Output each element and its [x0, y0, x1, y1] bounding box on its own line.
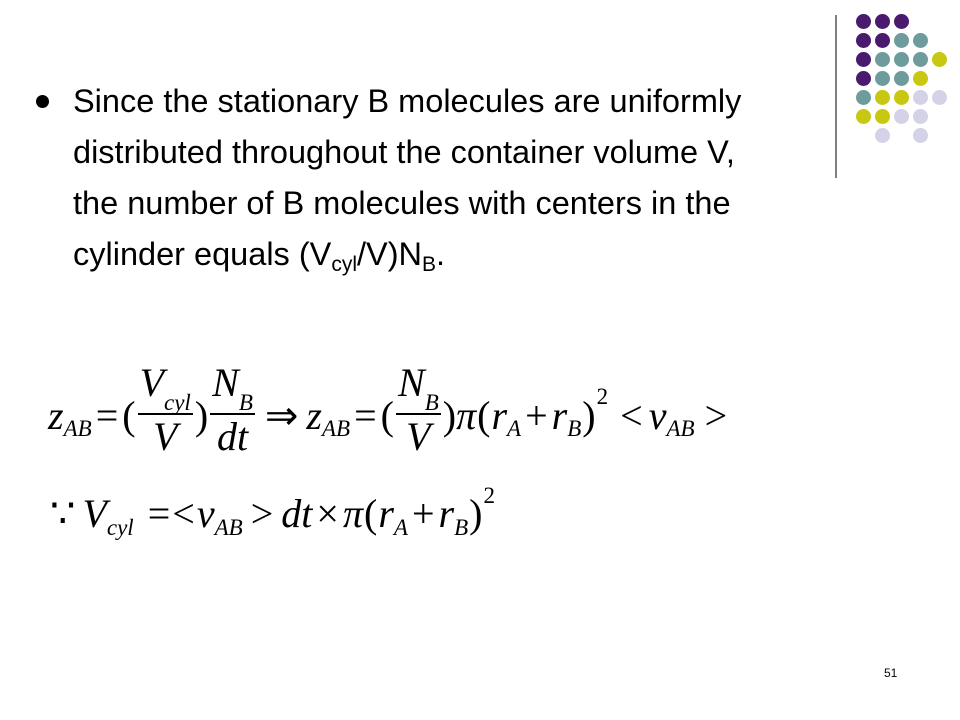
eq1-plus: + [525, 392, 548, 438]
decorative-dot [875, 14, 890, 29]
eq1-z2: z [306, 392, 322, 438]
eq1-n-subscript: B [238, 390, 253, 415]
eq2-rb-subscript: B [454, 514, 469, 540]
decorative-dot [875, 90, 890, 105]
eq2-rparen: ) [469, 491, 483, 536]
eq2-dt: dt [281, 491, 313, 536]
decorative-dot [932, 90, 947, 105]
eq2-rangle: > [250, 491, 274, 536]
decorative-dot [875, 128, 890, 143]
eq1-equals2: = [354, 392, 377, 438]
decorative-dot [875, 33, 890, 48]
eq1-fraction-nb-over-dt [210, 362, 255, 468]
eq1-pi: π [456, 392, 477, 438]
decorative-dot [913, 33, 928, 48]
eq1-z2-subscript: AB [322, 416, 351, 441]
decorative-vertical-rule [835, 15, 837, 178]
bullet-subscript-cyl: cyl [331, 253, 357, 276]
eq1-ra-subscript: A [507, 416, 522, 441]
bullet-text [73, 76, 773, 280]
eq1-n2-subscript: B [424, 390, 439, 415]
eq1-equals: = [95, 392, 119, 438]
eq1-rb: r [551, 392, 568, 438]
decorative-dot [913, 71, 928, 86]
equation-cylinder-volume [50, 482, 495, 540]
decorative-dot [894, 90, 909, 105]
eq1-v-velocity-subscript: AB [666, 416, 695, 441]
eq2-v-velocity: v [196, 491, 215, 536]
decorative-dot [875, 52, 890, 67]
eq2-because-symbol: ∵ [50, 491, 77, 536]
eq2-vcyl: V [82, 491, 107, 536]
decorative-dot [856, 14, 871, 29]
eq1-v2-denominator: V [406, 414, 431, 459]
eq1-langle: < [620, 392, 643, 438]
eq1-vcyl: V [139, 360, 165, 405]
eq1-vcyl-subscript: cyl [164, 390, 191, 415]
eq1-fraction-nb-over-v [396, 362, 441, 468]
decorative-dot [856, 33, 871, 48]
eq2-ra: r [378, 491, 394, 536]
eq2-plus: + [411, 491, 435, 536]
eq1-z: z [48, 392, 64, 438]
decorative-dot [894, 109, 909, 124]
eq1-lparen2: ( [380, 392, 394, 438]
eq2-vcyl-subscript: cyl [106, 514, 134, 540]
eq1-rangle: > [704, 392, 728, 438]
decorative-dot [856, 90, 871, 105]
page-number: 51 [884, 666, 898, 680]
eq2-equals: = [147, 491, 171, 536]
eq1-implies: ⇒ [264, 392, 299, 438]
decorative-dot [894, 14, 909, 29]
decorative-dot [894, 33, 909, 48]
bullet-text-main: Since the stationary B molecules are uniformly distributed throughout the container volume V, the number of B molecules with centers in the cylinder equals (V [73, 83, 742, 272]
eq1-rb-subscript: B [567, 416, 582, 441]
eq2-ra-subscript: A [393, 514, 408, 540]
decorative-dot [875, 109, 890, 124]
eq1-lparen: ( [122, 392, 136, 438]
eq2-langle: < [172, 491, 195, 536]
decorative-dot [894, 52, 909, 67]
eq1-rparen3: ) [582, 392, 596, 438]
decorative-dot [856, 109, 871, 124]
eq1-fraction-vcyl-over-v [138, 362, 193, 468]
decorative-dot [875, 71, 890, 86]
eq2-pi: π [342, 491, 363, 536]
eq1-rparen: ) [194, 392, 209, 438]
eq1-z-subscript: AB [63, 416, 92, 441]
eq1-n: N [212, 360, 239, 405]
eq1-ra: r [491, 392, 508, 438]
eq1-lparen3: ( [477, 392, 491, 438]
eq1-rparen2: ) [442, 392, 457, 438]
decorative-dot [856, 71, 871, 86]
decorative-dot [913, 52, 928, 67]
decorative-dot [894, 71, 909, 86]
eq2-v-velocity-subscript: AB [214, 514, 243, 540]
bullet-text-end: . [436, 236, 446, 272]
eq1-v-denominator: V [152, 414, 178, 459]
eq2-times: × [316, 491, 339, 536]
equation-collision-frequency [48, 362, 733, 468]
eq2-square-exponent: 2 [483, 482, 495, 508]
eq1-v-velocity: v [648, 392, 667, 438]
bullet-icon [36, 95, 49, 108]
bullet-subscript-b: B [422, 253, 437, 276]
eq1-dt: dt [216, 414, 249, 459]
eq2-rb: r [438, 491, 455, 536]
eq1-square-exponent: 2 [596, 384, 609, 409]
decorative-dot [913, 109, 928, 124]
eq1-n2: N [398, 360, 425, 405]
eq2-lparen: ( [364, 491, 378, 536]
decorative-dot [913, 90, 928, 105]
decorative-dot [932, 52, 947, 67]
decorative-dot [856, 52, 871, 67]
bullet-text-mid: /V)N [357, 236, 422, 272]
decorative-dot [913, 128, 928, 143]
